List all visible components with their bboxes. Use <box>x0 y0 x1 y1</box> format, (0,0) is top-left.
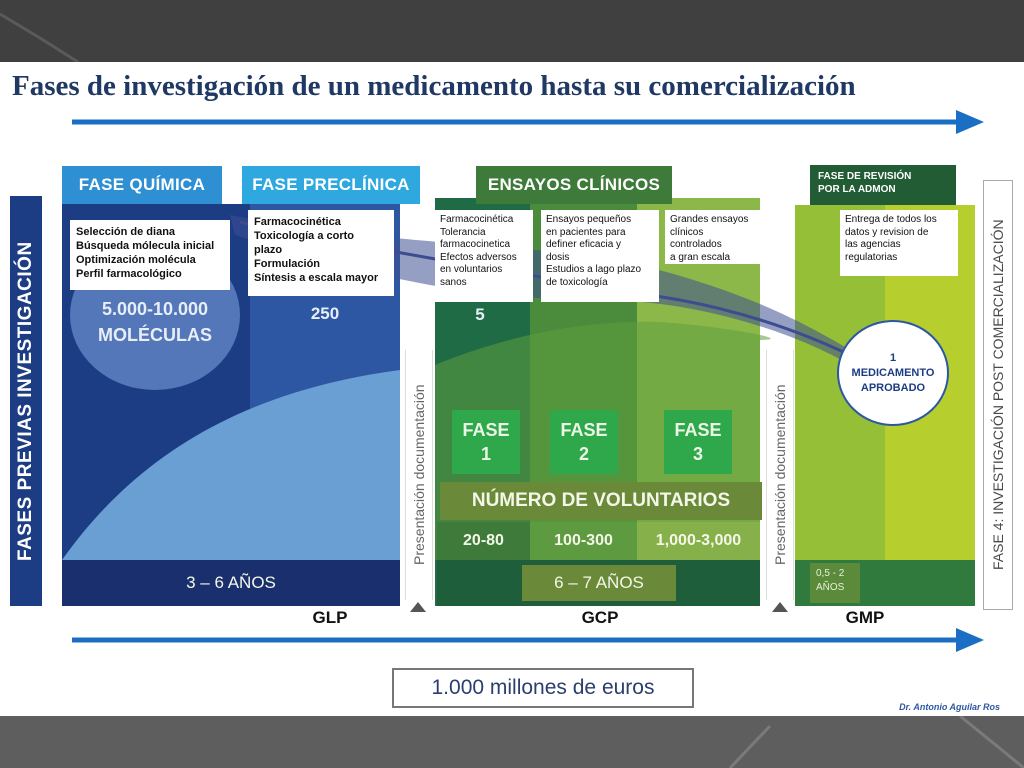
revision-tasks-box <box>840 210 958 276</box>
preclinica-task: Síntesis a escala mayor <box>254 272 379 284</box>
revision-task: las agencias <box>845 239 901 250</box>
revision-header-line2: POR LA ADMON <box>818 184 896 195</box>
approved-number: 1 <box>889 351 897 364</box>
revision-header <box>810 165 956 205</box>
voluntarios-fase1: 20-80 <box>437 522 530 560</box>
preclinical-duration: 3 – 6 AÑOS <box>62 560 400 606</box>
preclinica-tasks-box <box>248 210 394 296</box>
revision-task: Entrega de todos los <box>845 214 937 225</box>
quimica-task: Selección de diana <box>76 226 176 238</box>
bottom-timeline-arrow <box>70 626 990 654</box>
fase1-tasks-box <box>435 210 533 302</box>
author-credit: Dr. Antonio Aguilar Ros <box>899 702 1000 712</box>
revision-duration <box>810 563 860 603</box>
diagram-title: Fases de investigación de un medicamento hasta su comercialización <box>12 70 856 102</box>
fase-3-box <box>664 410 732 474</box>
fase1-task: farmacocinetica <box>440 239 511 250</box>
fase1-task: sanos <box>440 276 467 288</box>
fase-3-number: 3 <box>692 444 703 464</box>
revision-duration-line1: 0,5 - 2 <box>816 568 845 579</box>
fase2-tasks-box <box>541 210 659 302</box>
preclinica-task: Toxicología a corto <box>254 230 355 242</box>
quimica-task: Perfil farmacológico <box>76 268 182 280</box>
fase-1-word: FASE <box>462 420 510 440</box>
revision-duration-line2: AÑOS <box>816 582 845 593</box>
approved-line1: MEDICAMENTO <box>851 366 935 379</box>
ensayos-count: 5 <box>475 305 485 324</box>
numero-voluntarios-header: NÚMERO DE VOLUNTARIOS <box>440 482 762 520</box>
fase-1-box <box>452 410 520 474</box>
fase2-task: en pacientes para <box>546 226 626 238</box>
fase4-post-comercializacion-label: FASE 4: INVESTIGACIÓN POST COMERCIALIZACIÓN <box>983 180 1013 610</box>
molecules-count <box>70 296 240 348</box>
fase-3-word: FASE <box>674 420 722 440</box>
fase2-task: Ensayos pequeños <box>546 214 632 225</box>
glp-label: GLP <box>312 608 348 627</box>
fase2-task: de toxicología <box>546 276 608 288</box>
voluntarios-fase3: 1,000-3,000 <box>637 522 760 560</box>
revision-header-line1: FASE DE REVISIÓN <box>818 171 912 182</box>
quimica-task: Búsqueda mólecula inicial <box>76 240 215 252</box>
approved-line2: APROBADO <box>860 381 926 394</box>
triangle-marker-1 <box>408 600 428 614</box>
preclinica-task: plazo <box>254 244 283 256</box>
preclinica-task: Farmacocinética <box>254 216 341 228</box>
fase3-task: Grandes ensayos <box>670 214 749 225</box>
triangle-marker-2 <box>770 600 790 614</box>
cost-box: 1.000 millones de euros <box>392 668 694 708</box>
voluntarios-fase2: 100-300 <box>530 522 637 560</box>
gmp-label: GMP <box>845 608 885 627</box>
fases-previas-label: FASES PREVIAS INVESTIGACIÓN <box>10 196 42 606</box>
quimica-task: Optimización molécula <box>76 254 196 266</box>
fase1-task: en voluntarios <box>440 264 503 275</box>
fase3-task: a gran escala <box>670 251 731 263</box>
fase-2-number: 2 <box>578 444 589 464</box>
quimica-tasks-box <box>70 220 230 290</box>
fase2-task: Estudios a lago plazo <box>546 264 642 275</box>
fase1-task: Efectos adversos <box>440 251 517 263</box>
fase-1-number: 1 <box>480 444 491 464</box>
presentacion-documentacion-1: Presentación documentación <box>405 350 433 600</box>
fase2-task: definer eficacia y <box>546 239 622 250</box>
revision-task: datos y revision de <box>845 226 929 238</box>
preclinica-count: 250 <box>310 304 340 323</box>
molecules-line2: MOLÉCULAS <box>98 325 212 345</box>
fase-quimica-header: FASE QUÍMICA <box>62 166 222 204</box>
ensayos-clinicos-header: ENSAYOS CLÍNICOS <box>476 166 672 204</box>
clinical-duration: 6 – 7 AÑOS <box>522 565 676 601</box>
presentacion-documentacion-2: Presentación documentación <box>766 350 794 600</box>
fase1-task: Tolerancia <box>440 226 486 238</box>
molecules-line1: 5.000-10.000 <box>101 299 209 319</box>
fase3-tasks-box <box>665 210 760 264</box>
gcp-label: GCP <box>581 608 619 627</box>
medicamento-aprobado-circle <box>837 320 949 426</box>
fase-2-word: FASE <box>560 420 608 440</box>
fase-preclinica-header: FASE PRECLÍNICA <box>242 166 420 204</box>
fase1-task: Farmacocinética <box>440 214 514 225</box>
fase2-task: dosis <box>546 251 570 263</box>
revision-task: regulatorias <box>845 251 898 263</box>
fase3-task: clínicos controlados <box>670 226 722 250</box>
fase-2-box <box>550 410 618 474</box>
preclinica-task: Formulación <box>254 258 321 270</box>
